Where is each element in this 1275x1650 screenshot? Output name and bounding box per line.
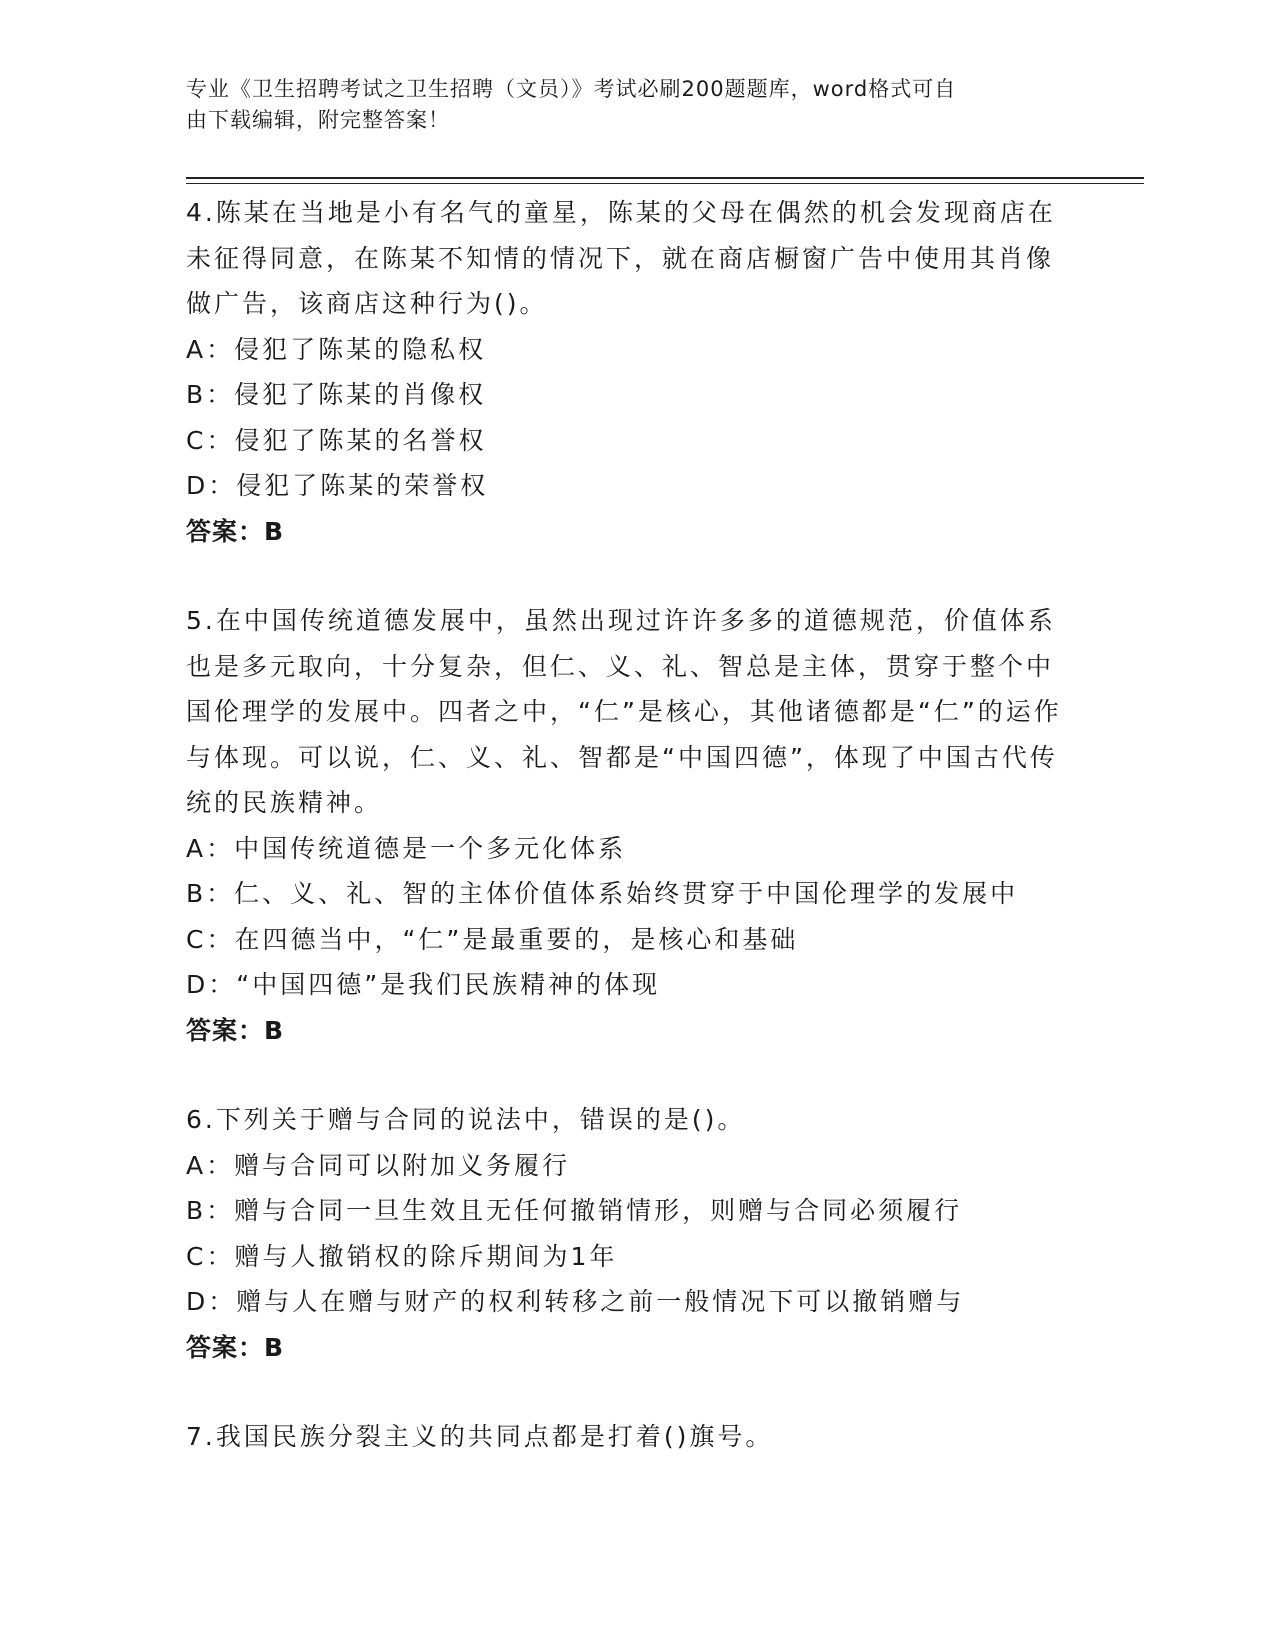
question-stem: 6.下列关于赠与合同的说法中，错误的是()。 — [186, 1105, 746, 1134]
option-d: D：赠与人在赠与财产的权利转移之前一般情况下可以撤销赠与 — [186, 1287, 965, 1316]
document-header — [186, 74, 1066, 136]
header-rule-thin — [186, 183, 1144, 184]
question-6 — [186, 1097, 1066, 1370]
option-b: B：赠与合同一旦生效且无任何撤销情形，则赠与合同必须履行 — [186, 1196, 963, 1225]
option-a: A：赠与合同可以附加义务履行 — [186, 1150, 571, 1180]
header-line-1: 专业《卫生招聘考试之卫生招聘（文员）》考试必刷200题题库，word格式可自 — [186, 77, 957, 101]
answer: 答案：B — [186, 1332, 285, 1362]
answer: 答案：B — [186, 516, 285, 546]
option-a: A：侵犯了陈某的隐私权 — [186, 334, 487, 364]
question-stem: 7.我国民族分裂主义的共同点都是打着()旗号。 — [186, 1422, 774, 1451]
question-5 — [186, 598, 1066, 1053]
question-stem: 5.在中国传统道德发展中，虽然出现过许许多多的道德规范，价值体系也是多元取向，十分复杂，但仁、义、礼、智总是主体，贯穿于整个中国伦理学的发展中。四者之中，“仁”是核心，其他诸德都是“仁”的运作与体现。可以说，仁、义、礼、智都是“中国四德”，体现了中国古代传统的民族精神。 — [186, 606, 1062, 817]
header-line-2: 由下载编辑，附完整答案！ — [186, 108, 450, 132]
option-d: D：侵犯了陈某的荣誉权 — [186, 471, 489, 500]
option-d: D：“中国四德”是我们民族精神的体现 — [186, 970, 661, 999]
option-c: C：侵犯了陈某的名誉权 — [186, 425, 487, 455]
option-b: B：仁、义、礼、智的主体价值体系始终贯穿于中国伦理学的发展中 — [186, 879, 1019, 908]
question-stem: 4.陈某在当地是小有名气的童星，陈某的父母在偶然的机会发现商店在未征得同意，在陈某不知情的情况下，就在商店橱窗广告中使用其肖像做广告，该商店这种行为()。 — [186, 198, 1056, 318]
header-rule-thick — [186, 177, 1144, 179]
question-4 — [186, 190, 1066, 554]
option-c: C：在四德当中，“仁”是最重要的，是核心和基础 — [186, 924, 799, 954]
option-c: C：赠与人撤销权的除斥期间为1年 — [186, 1241, 618, 1271]
option-a: A：中国传统道德是一个多元化体系 — [186, 833, 627, 863]
option-b: B：侵犯了陈某的肖像权 — [186, 380, 487, 409]
question-list — [186, 190, 1066, 1504]
question-7 — [186, 1414, 1066, 1460]
answer: 答案：B — [186, 1015, 285, 1045]
